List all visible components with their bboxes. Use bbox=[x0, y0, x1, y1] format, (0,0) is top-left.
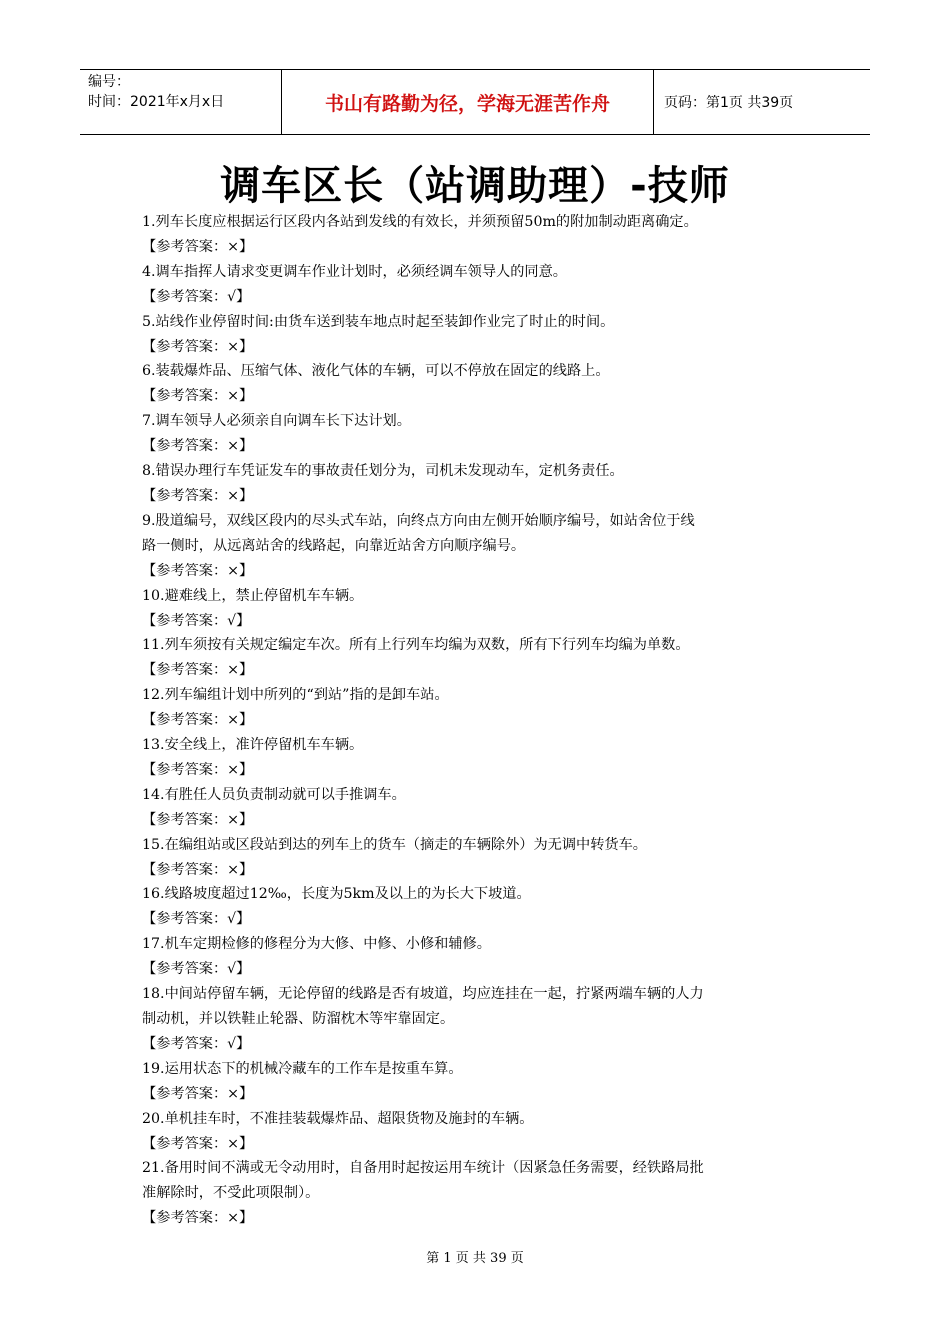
header-meta bbox=[80, 70, 281, 134]
page-footer: 第 1 页 共 39 页 bbox=[426, 1251, 524, 1266]
page-header bbox=[80, 69, 870, 135]
question-line: 20.单机挂车时，不准挂装载爆炸品、超限货物及施封的车辆。 bbox=[142, 1110, 534, 1127]
answer-line: 【参考答案：×】 bbox=[142, 1085, 254, 1102]
question-line: 准解除时，不受此项限制）。 bbox=[142, 1185, 320, 1202]
question-line: 15.在编组站或区段站到达的列车上的货车（摘走的车辆除外）为无调中转货车。 bbox=[142, 836, 647, 853]
question-line: 1.列车长度应根据运行区段内各站到发线的有效长，并须预留50m的附加制动距离确定。 bbox=[142, 214, 698, 230]
question-line: 7.调车领导人必须亲自向调车长下达计划。 bbox=[142, 413, 411, 430]
question-line: 制动机，并以铁鞋止轮器、防溜枕木等牢靠固定。 bbox=[142, 1011, 455, 1027]
answer-line: 【参考答案：×】 bbox=[142, 712, 254, 729]
answer-line: 【参考答案：×】 bbox=[142, 338, 254, 355]
answer-line: 【参考答案：×】 bbox=[142, 861, 254, 878]
question-line: 17.机车定期检修的修程分为大修、中修、小修和辅修。 bbox=[142, 936, 491, 953]
answer-line: 【参考答案：√】 bbox=[142, 612, 251, 629]
document-title: 调车区长（站调助理）-技师 bbox=[220, 163, 730, 209]
question-line: 9.股道编号，双线区段内的尽头式车站，向终点方向由左侧开始顺序编号，如站舍位于线 bbox=[142, 512, 695, 529]
answer-line: 【参考答案：×】 bbox=[142, 438, 254, 455]
answer-line: 【参考答案：×】 bbox=[142, 811, 254, 828]
answer-line: 【参考答案：×】 bbox=[142, 1210, 254, 1227]
question-line: 10.避难线上，禁止停留机车车辆。 bbox=[142, 587, 364, 604]
question-line: 14.有胜任人员负责制动就可以手推调车。 bbox=[142, 786, 406, 803]
answer-line: 【参考答案：√】 bbox=[142, 1035, 251, 1052]
question-list bbox=[142, 210, 822, 1231]
question-line: 8.错误办理行车凭证发车的事故责任划分为，司机未发现动车，定机务责任。 bbox=[142, 463, 624, 480]
document-time: 时间：2021年x月x日 bbox=[88, 94, 225, 110]
answer-line: 【参考答案：√】 bbox=[142, 288, 251, 305]
answer-line: 【参考答案：×】 bbox=[142, 487, 254, 504]
header-motto: 书山有路勤为径，学海无涯苦作舟 bbox=[281, 70, 654, 134]
answer-line: 【参考答案：×】 bbox=[142, 662, 254, 679]
answer-line: 【参考答案：×】 bbox=[142, 562, 254, 579]
header-page-info: 页码：第1页 共39页 bbox=[664, 95, 794, 111]
question-line: 路一侧时，从远离站舍的线路起，向靠近站舍方向顺序编号。 bbox=[142, 537, 526, 554]
document-number-label: 编号： bbox=[88, 74, 130, 90]
answer-line: 【参考答案：√】 bbox=[142, 911, 251, 928]
answer-line: 【参考答案：√】 bbox=[142, 961, 251, 978]
question-line: 13.安全线上，准许停留机车车辆。 bbox=[142, 737, 364, 754]
question-line: 21.备用时间不满或无令动用时，自备用时起按运用车统计（因紧急任务需要，经铁路局批 bbox=[142, 1160, 704, 1177]
question-line: 18.中间站停留车辆，无论停留的线路是否有坡道，均应连挂在一起，拧紧两端车辆的人力 bbox=[142, 986, 704, 1003]
question-line: 5.站线作业停留时间:由货车送到装车地点时起至装卸作业完了时止的时间。 bbox=[142, 313, 615, 330]
question-line: 19.运用状态下的机械冷藏车的工作车是按重车算。 bbox=[142, 1060, 463, 1077]
question-line: 12.列车编组计划中所列的“到站”指的是卸车站。 bbox=[142, 687, 449, 704]
answer-line: 【参考答案：×】 bbox=[142, 388, 254, 405]
question-line: 16.线路坡度超过12‰，长度为5km及以上的为长大下坡道。 bbox=[142, 886, 531, 903]
question-line: 4.调车指挥人请求变更调车作业计划时，必须经调车领导人的同意。 bbox=[142, 263, 567, 280]
question-line: 6.装载爆炸品、压缩气体、液化气体的车辆，可以不停放在固定的线路上。 bbox=[142, 363, 610, 380]
answer-line: 【参考答案：×】 bbox=[142, 1135, 254, 1152]
answer-line: 【参考答案：×】 bbox=[142, 238, 254, 255]
answer-line: 【参考答案：×】 bbox=[142, 761, 254, 778]
question-line: 11.列车须按有关规定编定车次。所有上行列车均编为双数，所有下行列车均编为单数。 bbox=[142, 637, 690, 654]
